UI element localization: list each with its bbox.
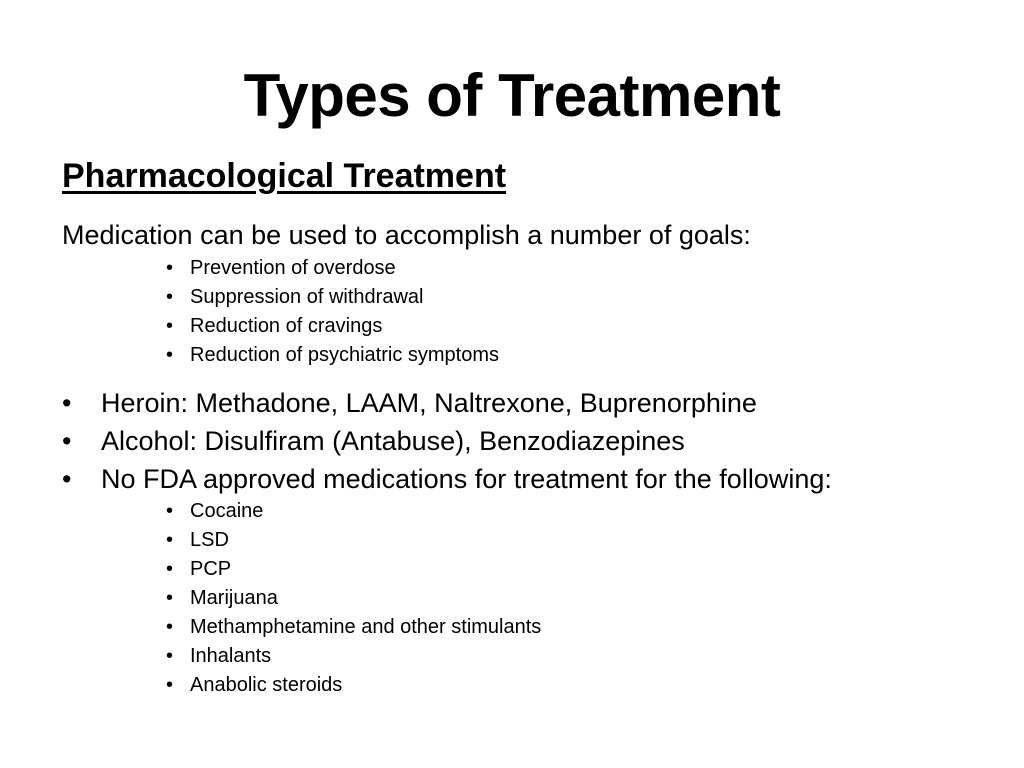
main-bullet-no-fda: • No FDA approved medications for treatment for the following: [62, 460, 832, 498]
goal-item: • Reduction of cravings [166, 312, 499, 341]
main-bullet-list [62, 384, 832, 498]
drug-item: • Inhalants [166, 642, 541, 671]
intro-text: Medication can be used to accomplish a number of goals: [62, 220, 751, 250]
drug-item: • Cocaine [166, 497, 541, 526]
goal-item: • Suppression of withdrawal [166, 283, 499, 312]
main-bullet-heroin: • Heroin: Methadone, LAAM, Naltrexone, Buprenorphine [62, 384, 832, 422]
slide-title: Types of Treatment [243, 62, 781, 129]
drug-item: • Methamphetamine and other stimulants [166, 613, 541, 642]
drug-item: • Marijuana [166, 584, 541, 613]
goal-item: • Prevention of overdose [166, 254, 499, 283]
goal-item: • Reduction of psychiatric symptoms [166, 341, 499, 370]
drug-item: • Anabolic steroids [166, 671, 541, 700]
section-heading: Pharmacological Treatment [62, 157, 507, 195]
no-fda-drug-list [166, 497, 541, 700]
goals-list [166, 254, 499, 370]
main-bullet-alcohol: • Alcohol: Disulfiram (Antabuse), Benzodiazepines [62, 422, 832, 460]
drug-item: • PCP [166, 555, 541, 584]
drug-item: • LSD [166, 526, 541, 555]
